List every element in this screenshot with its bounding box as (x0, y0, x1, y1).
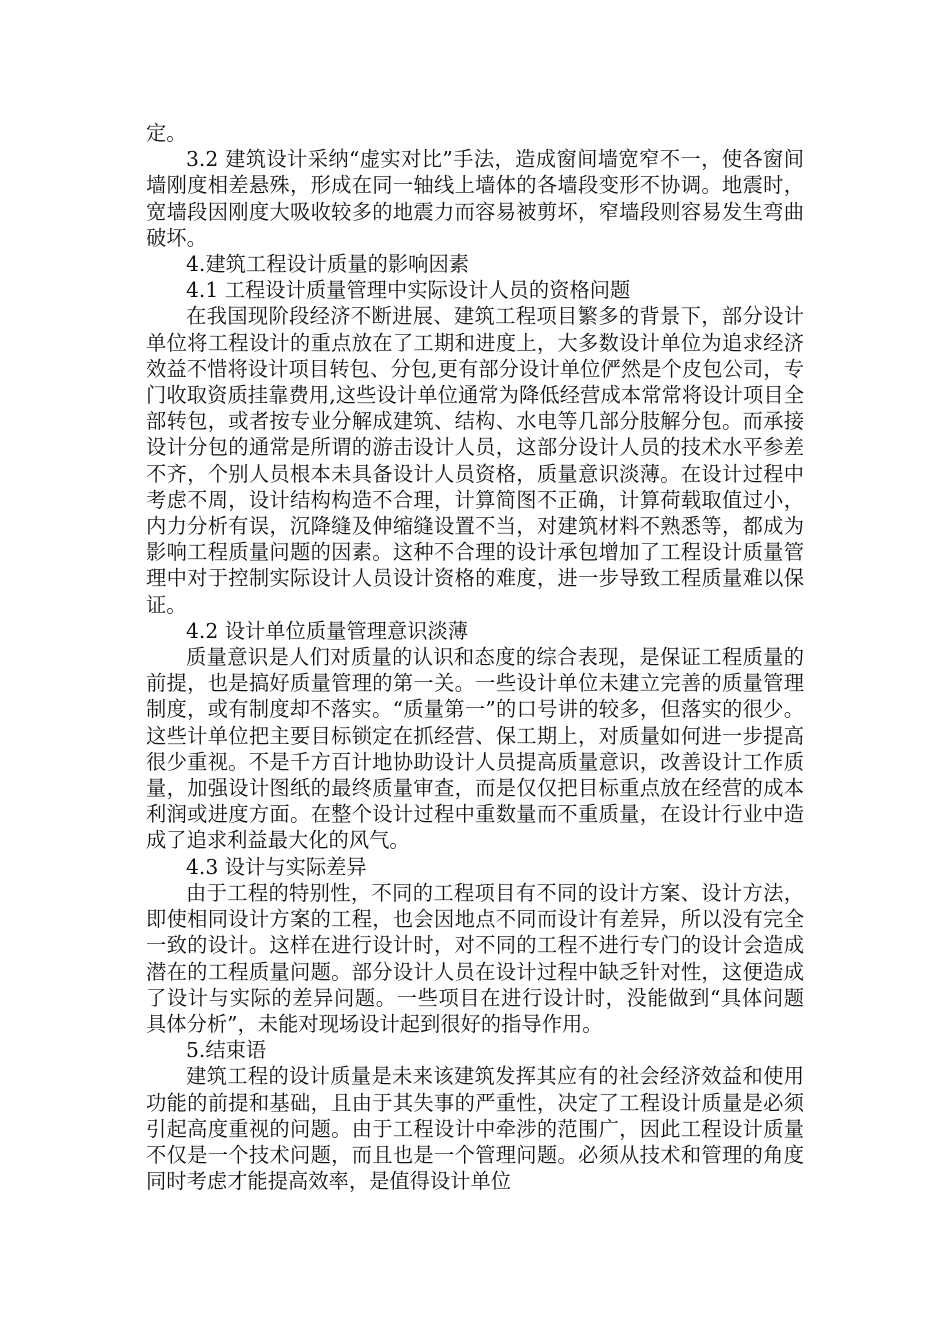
continuation-text: 定。 (146, 121, 187, 145)
section-4-3-paragraph: 由于工程的特别性，不同的工程项目有不同的设计方案、设计方法，即使相同设计方案的工程，也会因地点不同而设计有差异，所以没有完全一致的设计。这样在进行设计时，对不同的工程不进行专门的设计会造成潜在的工程质量问题。部分设计人员在设计过程中缺乏针对性，这便造成了设计与实际的差异问题。一些项目在进行设计时，没能做到“具体问题具体分析”，未能对现场设计起到很好的指导作用。 (146, 880, 804, 1036)
section-5-paragraph: 建筑工程的设计质量是未来该建筑发挥其应有的社会经济效益和使用功能的前提和基础，且由于其失事的严重性，决定了工程设计质量是必须引起高度重视的问题。由于工程设计中牵涉的范围广，因此工程设计质量不仅是一个技术问题，而且也是一个管理问题。必须从技术和管理的角度同时考虑才能提高效率，是值得设计单位 (146, 1064, 804, 1194)
section-4-2-paragraph: 质量意识是人们对质量的认识和态度的综合表现，是保证工程质量的前提，也是搞好质量管理的第一关。一些设计单位未建立完善的质量管理制度，或有制度却不落实。“质量第一”的口号讲的较多，但落实的很少。这些计单位把主要目标锁定在抓经营、保工期上，对质量如何进一步提高很少重视。不是千方百计地协助设计人员提高质量意识，改善设计工作质量，加强设计图纸的最终质量审查，而是仅仅把目标重点放在经营的成本利润或进度方面。在整个设计过程中重数量而不重质量，在设计行业中造成了追求利益最大化的风气。 (146, 645, 804, 853)
section-4-2-heading: 4.2 设计单位质量管理意识淡薄 (186, 618, 469, 643)
section-4-heading: 4.建筑工程设计质量的影响因素 (186, 252, 470, 277)
section-4-3-heading: 4.3 设计与实际差异 (186, 854, 367, 879)
section-4-1-paragraph: 在我国现阶段经济不断进展、建筑工程项目繁多的背景下，部分设计单位将工程设计的重点放在了工期和进度上，大多数设计单位为追求经济效益不惜将设计项目转包、分包,更有部分设计单位俨然是个皮包公司，专门收取资质挂靠费用,这些设计单位通常为降低经营成本常常将设计项目全部转包，或者按专业分解成建筑、结构、水电等几部分肢解分包。而承接设计分包的通常是所谓的游击设计人员，这部分设计人员的技术水平参差不齐，个别人员根本未具备设计人员资格，质量意识淡薄。在设计过程中考虑不周，设计结构构造不合理，计算简图不正确，计算荷载取值过小，内力分析有误，沉降缝及伸缩缝设置不当，对建筑材料不熟悉等，都成为影响工程质量问题的因素。这种不合理的设计承包增加了工程设计质量管理中对于控制实际设计人员设计资格的难度，进一步导致工程质量难以保证。 (146, 304, 804, 617)
section-3-2-paragraph: 3.2 建筑设计采纳“虚实对比”手法，造成窗间墙宽窄不一，使各窗间墙刚度相差悬殊，形成在同一轴线上墙体的各墙段变形不协调。地震时，宽墙段因刚度大吸收较多的地震力而容易被剪坏，窄墙段则容易发生弯曲破坏。 (146, 147, 804, 250)
section-4-1-heading: 4.1 工程设计质量管理中实际设计人员的资格问题 (186, 278, 631, 303)
document-page (146, 120, 804, 1194)
section-5-heading: 5.结束语 (186, 1038, 267, 1063)
